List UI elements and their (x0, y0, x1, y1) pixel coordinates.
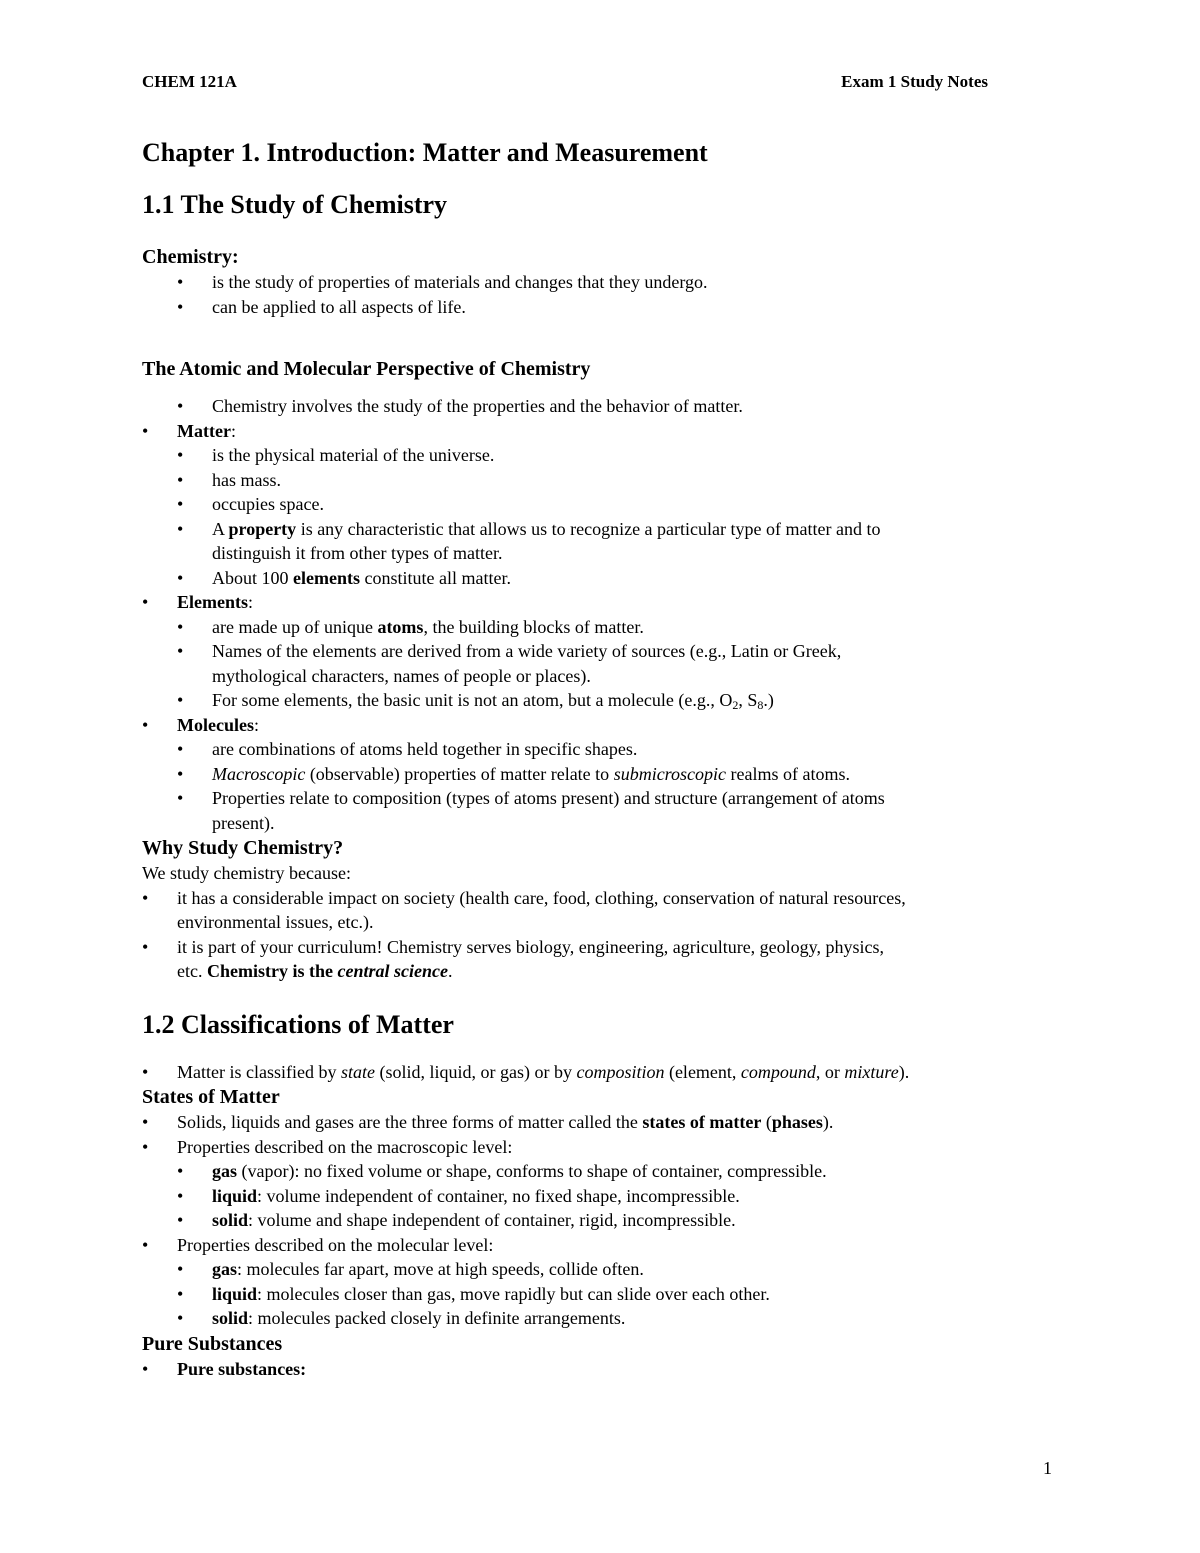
states-of-matter-heading: States of Matter (142, 1086, 280, 1108)
list-item: • For some elements, the basic unit is not an atom, but a molecule (e.g., $O_2$, $S_8$.) (177, 690, 774, 712)
list-item: • gas: molecules far apart, move at high speeds, collide often. (142, 1257, 1072, 1282)
list-item: • Names of the elements are derived from a wide variety of sources (e.g., Latin or Greek, (142, 639, 1072, 664)
bullet-icon: • (142, 592, 149, 612)
list-item: • are combinations of atoms held together in specific shapes. (142, 737, 1072, 762)
list-item: • is the study of properties of materials and changes that they undergo. (142, 270, 1072, 295)
atomic-perspective-heading: The Atomic and Molecular Perspective of Chemistry (142, 358, 591, 380)
bullet-icon: • (177, 690, 184, 710)
why-study-heading: Why Study Chemistry? (142, 837, 344, 859)
bullet-icon: • (177, 567, 184, 588)
bullet-icon: • (142, 1358, 149, 1379)
list-item-molecules: • Molecules: (142, 713, 1072, 738)
bullet-icon: • (177, 1210, 184, 1230)
bullet-icon: • (142, 1234, 149, 1255)
list-item: • Properties described on the macroscopic level: (142, 1135, 1072, 1160)
bullet-icon: • (177, 1259, 184, 1279)
list-item: • can be applied to all aspects of life. (142, 295, 1072, 320)
bullet-icon: • (142, 1136, 149, 1157)
bullet-icon: • (177, 494, 184, 514)
bullet-icon: • (177, 469, 184, 490)
bullet-icon: • (177, 445, 184, 465)
list-item: • solid: volume and shape independent of container, rigid, incompressible. (142, 1208, 1072, 1233)
header-course: CHEM 121A (142, 72, 237, 91)
bullet-icon: • (177, 1185, 184, 1206)
section-1-1-title: 1.1 The Study of Chemistry (142, 190, 448, 219)
list-item: • gas (vapor): no fixed volume or shape, conforms to shape of container, compressible. (142, 1159, 1072, 1184)
list-item: • it is part of your curriculum! Chemistry serves biology, engineering, agriculture, geology, physics, (142, 935, 1072, 960)
bullet-icon: • (177, 1161, 184, 1181)
list-item-continuation: etc. Chemistry is the central science. (177, 961, 453, 981)
bullet-icon: • (142, 1061, 149, 1082)
bullet-icon: • (177, 518, 184, 539)
list-item: • it has a considerable impact on society (health care, food, clothing, conservation of natural resources, (142, 886, 1072, 911)
list-item: • Solids, liquids and gases are the three forms of matter called the states of matter (phases). (142, 1110, 1072, 1135)
bullet-icon: • (177, 763, 184, 784)
list-item: • solid: molecules packed closely in definite arrangements. (142, 1306, 1072, 1331)
bullet-icon: • (177, 788, 184, 808)
list-item-elements: • Elements: (142, 590, 1072, 615)
bullet-icon: • (177, 296, 184, 317)
list-item-continuation: environmental issues, etc.). (177, 912, 374, 932)
list-item: • are made up of unique atoms, the building blocks of matter. (142, 615, 1072, 640)
bullet-icon: • (142, 936, 149, 957)
list-item-continuation: mythological characters, names of people or places). (212, 665, 591, 686)
list-item: • liquid: volume independent of container, no fixed shape, incompressible. (142, 1184, 1072, 1209)
section-1-2-title: 1.2 Classifications of Matter (142, 1009, 454, 1039)
bullet-icon: • (142, 714, 149, 735)
header-doc-title: Exam 1 Study Notes (841, 72, 988, 91)
list-item-continuation: present). (212, 812, 275, 833)
list-item: • is the physical material of the universe. (142, 443, 1072, 468)
bullet-icon: • (177, 616, 184, 637)
bullet-icon: • (142, 887, 149, 908)
why-intro: We study chemistry because: (142, 863, 351, 883)
list-item: • Pure substances: (142, 1357, 1072, 1382)
bullet-icon: • (177, 1283, 184, 1304)
bullet-icon: • (142, 1112, 149, 1132)
list-item-continuation: distinguish it from other types of matter. (212, 543, 503, 563)
page-number: 1 (1043, 1458, 1052, 1478)
list-item: • Properties relate to composition (types of atoms present) and structure (arrangement of atoms (142, 786, 1072, 811)
list-item: • A property is any characteristic that allows us to recognize a particular type of matter and to (142, 517, 1072, 542)
chemistry-heading: Chemistry: (142, 246, 239, 268)
list-item-matter: • Matter: (142, 419, 1072, 444)
list-item: • Matter is classified by state (solid, liquid, or gas) or by composition (element, compound, or mixture). (142, 1060, 1072, 1085)
list-item: • Macroscopic (observable) properties of matter relate to submicroscopic realms of atoms. (142, 762, 1072, 787)
list-item: • Chemistry involves the study of the properties and the behavior of matter. (142, 394, 1072, 419)
bullet-icon: • (177, 641, 184, 661)
chapter-title: Chapter 1. Introduction: Matter and Measurement (142, 138, 708, 167)
bullet-icon: • (177, 1308, 184, 1328)
list-item: • has mass. (142, 468, 1072, 493)
list-item: • liquid: molecules closer than gas, move rapidly but can slide over each other. (142, 1282, 1072, 1307)
bullet-icon: • (177, 396, 184, 416)
bullet-icon: • (142, 420, 149, 441)
bullet-icon: • (177, 739, 184, 759)
page-content (142, 134, 1072, 1381)
list-item: • About 100 elements constitute all matter. (142, 566, 1072, 591)
list-item: • Properties described on the molecular level: (142, 1233, 1072, 1258)
bullet-icon: • (177, 272, 184, 292)
list-item: • occupies space. (142, 492, 1072, 517)
pure-substances-heading: Pure Substances (142, 1332, 283, 1355)
